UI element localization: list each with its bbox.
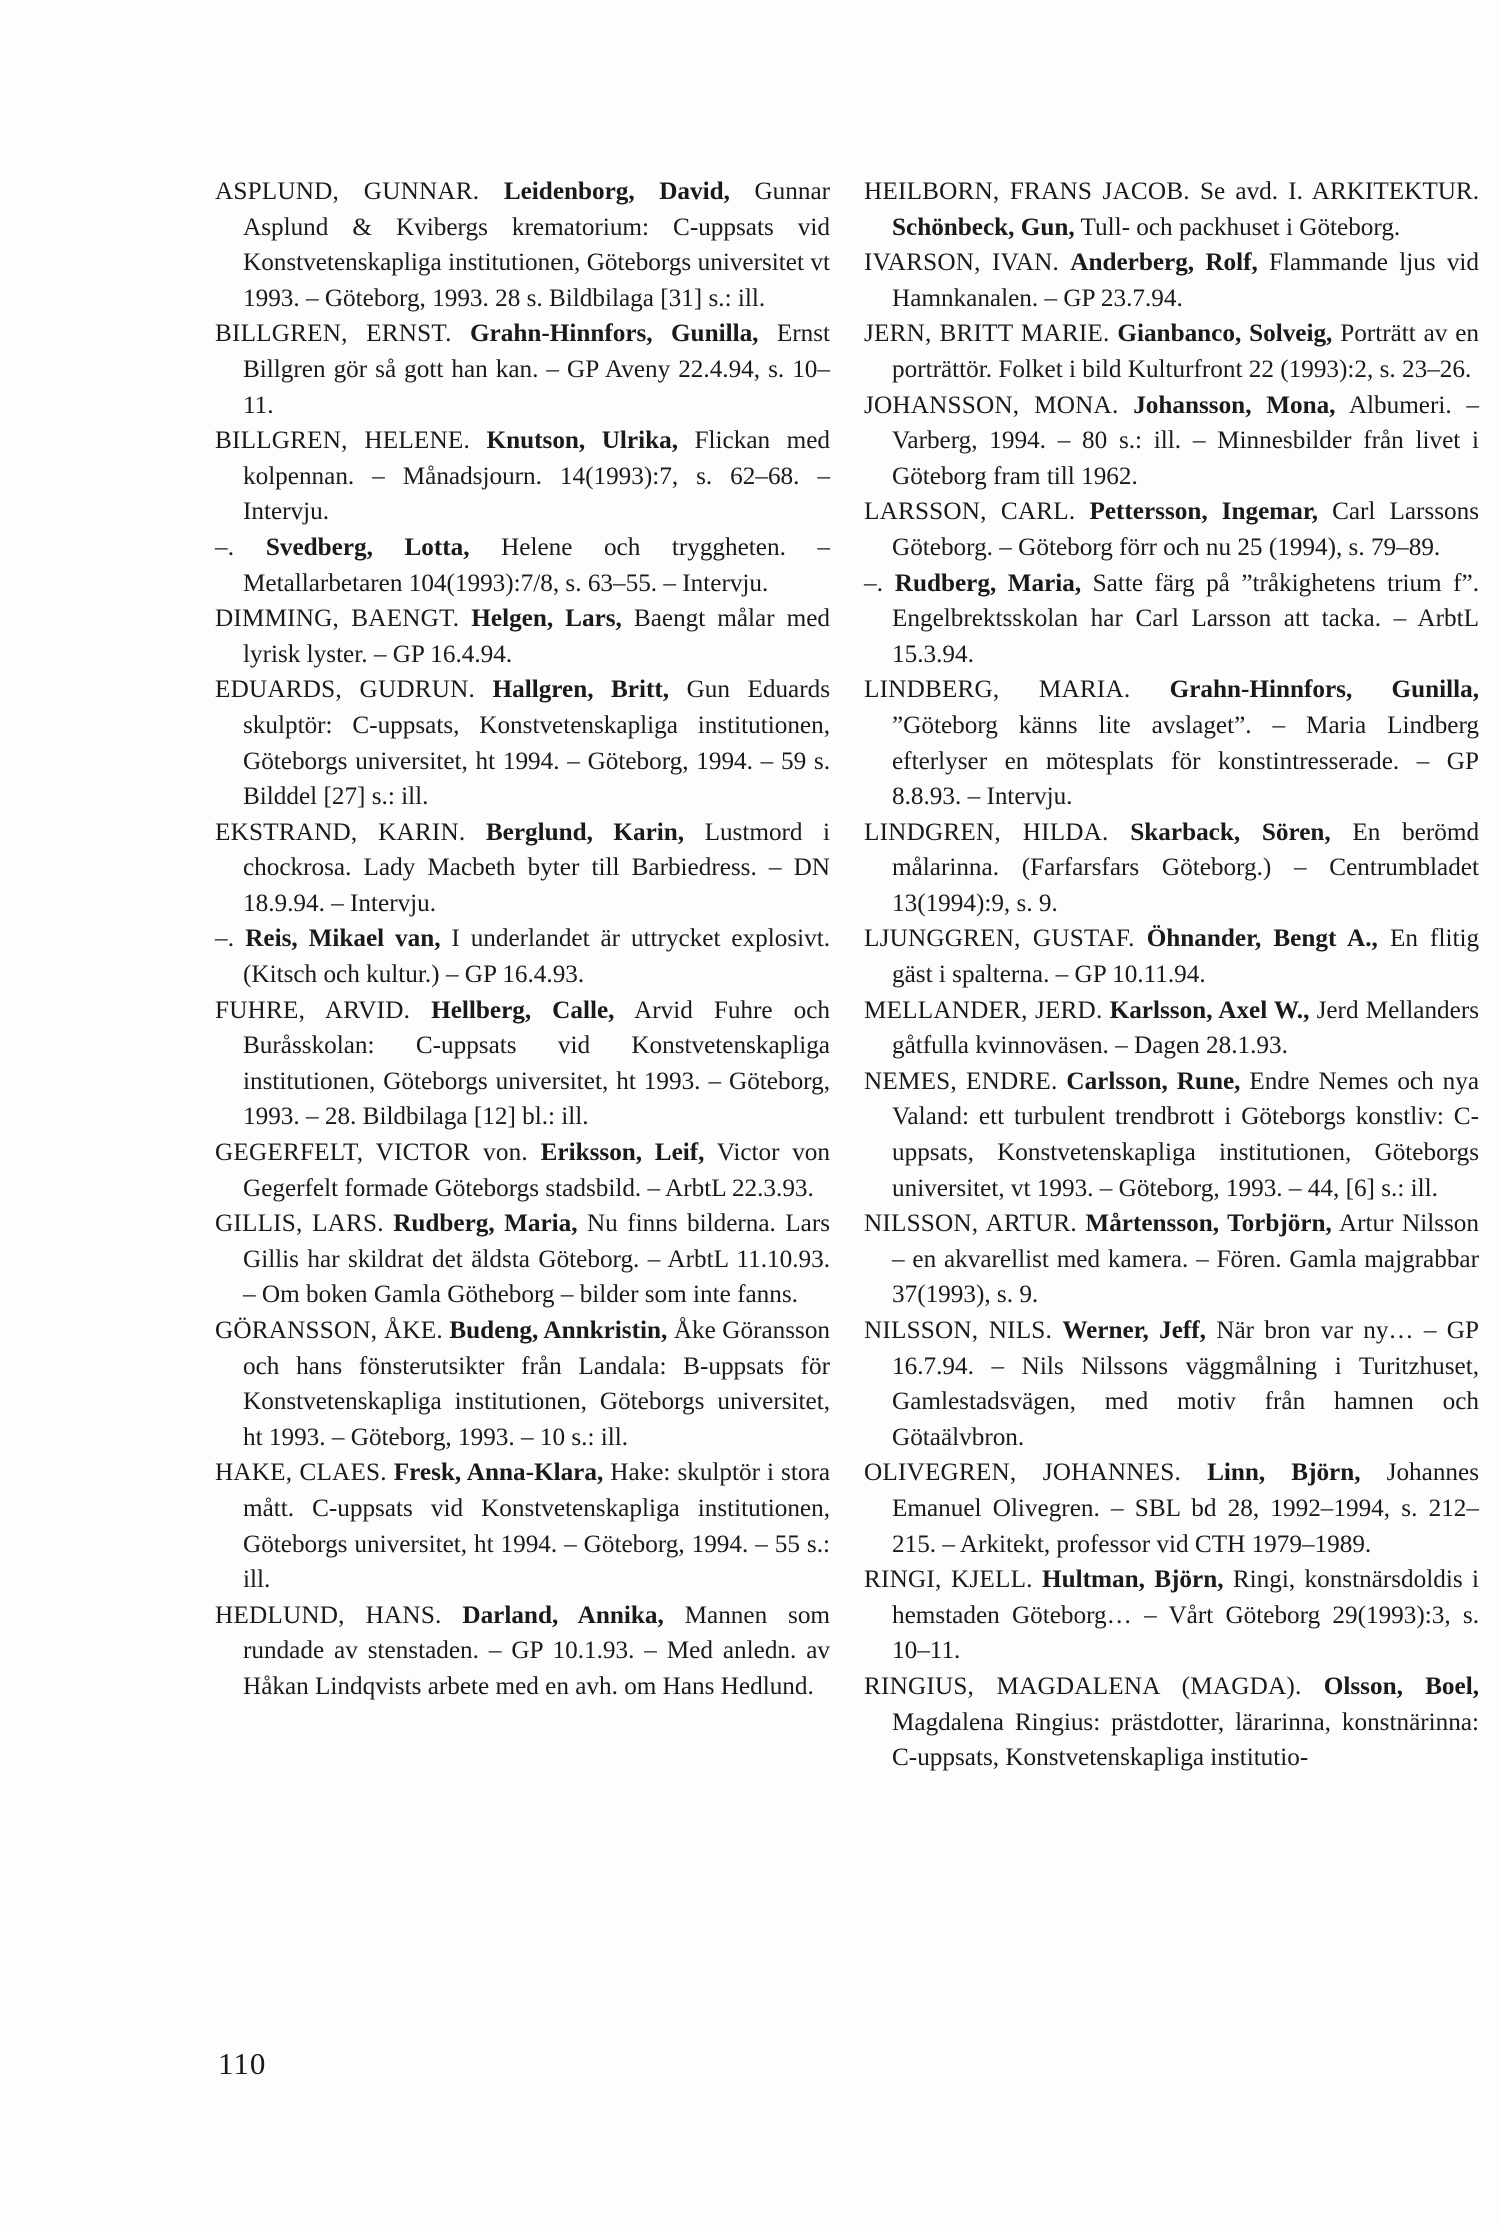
bibliography-entry: [215, 530, 830, 601]
bibliography-entry: [864, 815, 1479, 922]
entry-author: Johansson, Mona,: [1133, 391, 1336, 419]
entry-heading: LARSSON, CARL.: [864, 498, 1076, 526]
entry-text: Ringi, konstnärsdoldis i hemstaden Göteborg… – Vårt Göteborg 29(1993):3, s. 10–11.: [892, 1566, 1479, 1665]
bibliography-entry: [864, 1206, 1479, 1313]
entry-text: Carl Larssons Göteborg. – Göteborg förr och nu 25 (1994), s. 79–89.: [892, 498, 1480, 561]
entry-heading: HEILBORN, FRANS JACOB.: [864, 178, 1190, 205]
page-number: 110: [218, 2046, 267, 2081]
entry-author: Fresk, Anna-Klara,: [393, 1459, 604, 1487]
entry-text: Artur Nilsson – en akvarellist med kamera. – Fören. Gamla majgrabbar 37(1993), s. 9.: [892, 1210, 1479, 1309]
entry-heading: LJUNGGREN, GUSTAF.: [864, 925, 1135, 953]
entry-text: Se avd. I. ARKITEKTUR. Schönbeck, Gun, Tull- och packhuset i Göteborg.: [892, 178, 1479, 241]
entry-author: Darland, Annika,: [462, 1601, 664, 1629]
entry-heading: NILSSON, ARTUR.: [864, 1210, 1077, 1238]
bibliography-entry: [215, 1313, 830, 1455]
entry-heading: RINGI, KJELL.: [864, 1566, 1033, 1594]
entry-author: Skarback, Sören,: [1130, 818, 1331, 846]
bibliography-entry: [864, 245, 1479, 316]
bibliography-entry: [215, 423, 830, 530]
bibliography-entry: [215, 1135, 830, 1206]
entry-author: Rudberg, Maria,: [894, 569, 1082, 597]
bibliography-entry: [864, 1455, 1479, 1562]
entry-heading: NEMES, ENDRE.: [864, 1067, 1058, 1095]
entry-heading: LINDGREN, HILDA.: [864, 818, 1109, 846]
entry-author: Grahn-Hinnfors, Gunilla,: [1169, 676, 1479, 704]
entry-author: Carlsson, Rune,: [1066, 1067, 1241, 1095]
entry-author: Knutson, Ulrika,: [486, 427, 679, 455]
entry-author: Hellberg, Calle,: [431, 996, 615, 1024]
entry-heading: HEDLUND, HANS.: [215, 1601, 442, 1629]
entry-author: Leidenborg, David,: [503, 178, 730, 205]
bibliography-entry: [215, 316, 830, 423]
entry-text: Johannes Emanuel Olivegren. – SBL bd 28, 1992–1994, s. 212–215. – Arkitekt, professor vid CTH 1979–1989.: [892, 1459, 1479, 1558]
entry-author: Hultman, Björn,: [1042, 1566, 1224, 1594]
entry-text: I underlandet är uttrycket explosivt. (Kitsch och kultur.) – GP 16.4.93.: [243, 925, 831, 989]
entry-text: Arvid Fuhre och Buråsskolan: C-uppsats vid Konstvetenskapliga institutionen, Göteborgs universitet, ht 1993. – Göteborg, 1993. – 28. Bildbilaga [12] bl.: ill.: [243, 996, 830, 1131]
bibliography-entry: [864, 174, 1479, 245]
entry-author: Olsson, Boel,: [1323, 1672, 1479, 1700]
entry-heading: IVARSON, IVAN.: [864, 249, 1060, 277]
bibliography-entry: [215, 601, 830, 672]
entry-text: Porträtt av en porträttör. Folket i bild Kulturfront 22 (1993):2, s. 23–26.: [892, 320, 1479, 383]
entry-text: En flitig gäst i spalterna. – GP 10.11.94.: [892, 925, 1480, 989]
bibliography-entry: [864, 566, 1479, 673]
entry-heading: FUHRE, ARVID.: [215, 996, 411, 1024]
entry-text: Nu finns bilderna. Lars Gillis har skildrat det äldsta Göteborg. – ArbtL 11.10.93. – Om boken Gamla Götheborg – bilder som inte fanns.: [243, 1210, 831, 1309]
entry-heading: DIMMING, BAENGT.: [215, 605, 460, 633]
right-column: [864, 174, 1479, 1776]
bibliography-entry: [215, 921, 830, 992]
bibliography-entry: [215, 993, 830, 1135]
entry-heading: –.: [864, 569, 884, 597]
entry-heading: GILLIS, LARS.: [215, 1210, 384, 1238]
entry-author: Hallgren, Britt,: [492, 676, 670, 704]
bibliography-entry: [215, 1206, 830, 1313]
entry-text: Helene och tryggheten. – Metallarbetaren 104(1993):7/8, s. 63–55. – Intervju.: [243, 533, 831, 597]
entry-author: Budeng, Annkristin,: [449, 1317, 668, 1344]
entry-author: Pettersson, Ingemar,: [1089, 498, 1319, 526]
entry-text: Baengt målar med lyrisk lyster. – GP 16.4.94.: [243, 605, 831, 668]
entry-heading: JOHANSSON, MONA.: [864, 391, 1119, 419]
entry-text: Jerd Mellanders gåtfulla kvinnoväsen. – Dagen 28.1.93.: [892, 996, 1480, 1060]
bibliography-entry: [215, 1598, 830, 1705]
entry-text: Gun Eduards skulptör: C-uppsats, Konstvetenskapliga institutionen, Göteborgs universitet, ht 1994. – Göteborg, 1994. – 59 s. Bilddel [27] s.: ill.: [243, 676, 830, 811]
bibliography-entry: [864, 993, 1479, 1064]
entry-author: Schönbeck, Gun,: [892, 213, 1075, 241]
entry-author: Karlsson, Axel W.,: [1109, 996, 1310, 1024]
entry-heading: GEGERFELT, VICTOR von.: [215, 1139, 528, 1167]
bibliography-entry: [864, 1562, 1479, 1669]
entry-text: Mannen som rundade av stenstaden. – GP 10.1.93. – Med anledn. av Håkan Lindqvists arbete med en avh. om Hans Hedlund.: [243, 1601, 830, 1700]
bibliography-entry: [864, 388, 1479, 495]
entry-heading: BILLGREN, ERNST.: [215, 320, 452, 348]
entry-text: Ernst Billgren gör så gott han kan. – GP Aveny 22.4.94, s. 10–11.: [243, 320, 831, 419]
entry-text: Magdalena Ringius: prästdotter, lärarinna, konstnärinna: C-uppsats, Konstvetenskapliga institutio-: [892, 1708, 1479, 1772]
bibliography-entry: [215, 1455, 830, 1597]
entry-author: Gianbanco, Solveig,: [1117, 320, 1333, 348]
entry-text: Flickan med kolpennan. – Månadsjourn. 14(1993):7, s. 62–68. – Intervju.: [243, 427, 830, 526]
entry-text: Hake: skulptör i stora mått. C-uppsats vid Konstvetenskapliga institutionen, Göteborgs universitet, ht 1994. – Göteborg, 1994. – 55 s.: ill.: [243, 1459, 831, 1594]
entry-text: Flammande ljus vid Hamnkanalen. – GP 23.7.94.: [892, 249, 1480, 312]
entry-author: Reis, Mikael van,: [245, 925, 441, 953]
entry-text: När bron var ny… – GP 16.7.94. – Nils Nilssons väggmålning i Turitzhuset, Gamlestadsvägen, med motiv från hamnen och Götaälvbron.: [892, 1317, 1480, 1451]
entry-text: En berömd målarinna. (Farfarsfars Göteborg.) – Centrumbladet 13(1994):9, s. 9.: [892, 818, 1480, 917]
entry-author: Öhnander, Bengt A.,: [1146, 925, 1378, 953]
entry-heading: BILLGREN, HELENE.: [215, 427, 470, 455]
bibliography-entry: [215, 672, 830, 814]
entry-author: Eriksson, Leif,: [540, 1139, 705, 1167]
bibliography-entry: [864, 921, 1479, 992]
entry-heading: NILSSON, NILS.: [864, 1317, 1053, 1344]
left-column: [215, 174, 830, 1705]
entry-text: Gunnar Asplund & Kvibergs krematorium: C-uppsats vid Konstvetenskapliga institutionen, Göteborgs universitet vt 1993. – Göteborg, 1993. 28 s. Bildbilaga [31] s.: ill.: [243, 178, 831, 312]
entry-heading: EDUARDS, GUDRUN.: [215, 676, 475, 704]
entry-author: Linn, Björn,: [1207, 1459, 1361, 1487]
entry-heading: –.: [215, 925, 235, 953]
entry-author: Grahn-Hinnfors, Gunilla,: [469, 320, 759, 348]
bibliography-entry: [864, 1313, 1479, 1455]
entry-author: Werner, Jeff,: [1062, 1317, 1206, 1344]
entry-heading: RINGIUS, MAGDALENA (MAGDA).: [864, 1672, 1302, 1700]
entry-heading: LINDBERG, MARIA.: [864, 676, 1131, 704]
entry-heading: –.: [215, 533, 235, 561]
bibliography-entry: [864, 316, 1479, 387]
entry-text: ”Göteborg känns lite avslaget”. – Maria Lindberg efterlyser en mötesplats för konstintresserade. – GP 8.8.93. – Intervju.: [892, 711, 1479, 811]
entry-heading: ASPLUND, GUNNAR.: [215, 178, 480, 205]
entry-text: Åke Göransson och hans fönsterutsikter från Landala: B-uppsats för Konstvetenskapliga institutionen, Göteborgs universitet, ht 1993. – Göteborg, 1993. – 10 s.: ill.: [243, 1317, 831, 1451]
entry-heading: JERN, BRITT MARIE.: [864, 320, 1110, 348]
entry-heading: GÖRANSSON, ÅKE.: [215, 1317, 443, 1344]
entry-heading: EKSTRAND, KARIN.: [215, 818, 466, 846]
entry-author: Helgen, Lars,: [471, 605, 622, 633]
bibliography-entry: [864, 1669, 1479, 1776]
bibliography-entry: [864, 1064, 1479, 1206]
entry-text: Endre Nemes och nya Valand: ett turbulent trendbrott i Göteborgs konstliv: C-uppsats, Konstvetenskapliga institutionen, Göteborgs universitet, vt 1993. – Göteborg, 1993. – 44, [6] s.: ill.: [892, 1067, 1479, 1202]
bibliography-entry: [864, 494, 1479, 565]
entry-author: Svedberg, Lotta,: [265, 533, 470, 561]
entry-author: Rudberg, Maria,: [393, 1210, 578, 1238]
entry-heading: HAKE, CLAES.: [215, 1459, 387, 1487]
bibliography-entry: [215, 174, 830, 316]
bibliography-entry: [215, 815, 830, 922]
entry-text: Albumeri. – Varberg, 1994. – 80 s.: ill. – Minnesbilder från livet i Göteborg fram till 1962.: [892, 391, 1479, 490]
entry-heading: OLIVEGREN, JOHANNES.: [864, 1459, 1181, 1487]
entry-text: Lustmord i chockrosa. Lady Macbeth byter till Barbiedress. – DN 18.9.94. – Intervju.: [243, 818, 831, 917]
entry-heading: MELLANDER, JERD.: [864, 996, 1103, 1024]
entry-text: Satte färg på ”tråkighetens trium f”. Engelbrektsskolan har Carl Larsson att tacka. – ArbtL 15.3.94.: [892, 569, 1479, 668]
entry-author: Anderberg, Rolf,: [1070, 249, 1258, 277]
bibliography-entry: [864, 672, 1479, 814]
entry-text: Victor von Gegerfelt formade Göteborgs stadsbild. – ArbtL 22.3.93.: [243, 1139, 830, 1202]
entry-author: Mårtensson, Torbjörn,: [1085, 1210, 1332, 1238]
entry-author: Berglund, Karin,: [485, 818, 685, 846]
